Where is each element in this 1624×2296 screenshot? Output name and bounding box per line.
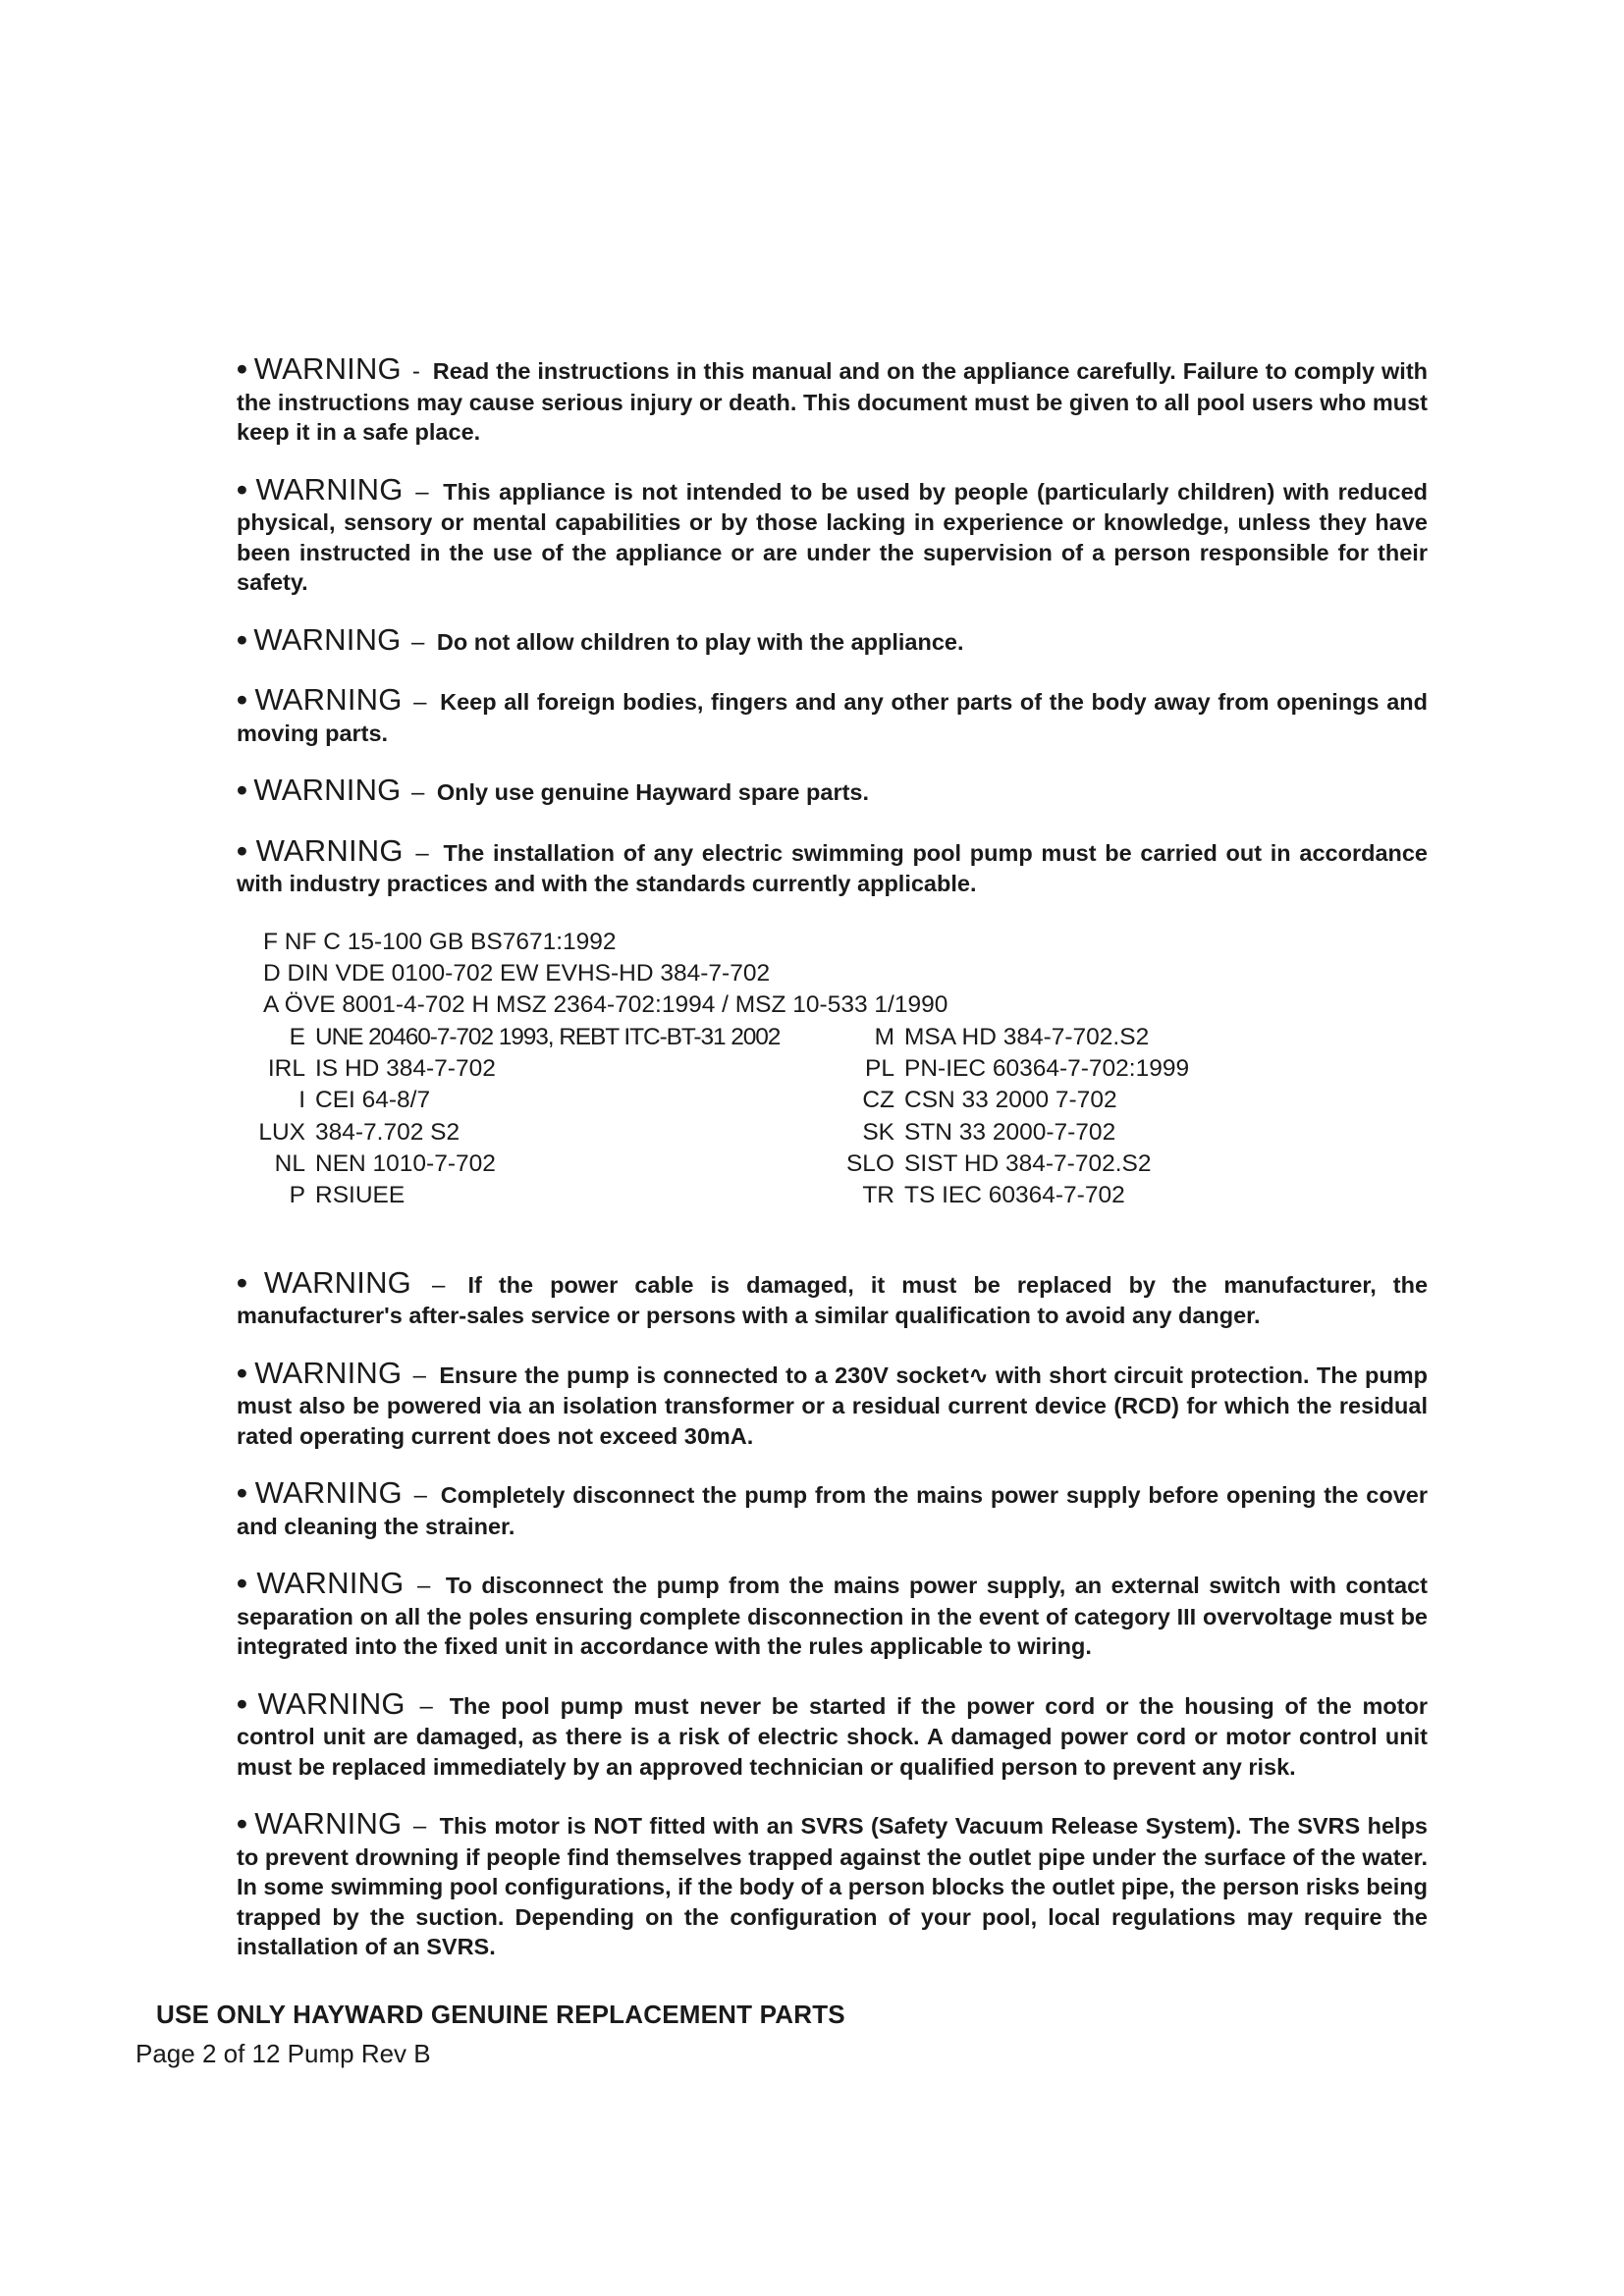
warning-keyword: WARNING <box>263 1264 411 1300</box>
warning-separator: – <box>411 779 425 806</box>
warning-text: To disconnect the pump from the mains power supply, an external switch with contact separation on all the poles ensuring complete disconnection in the event of category III overvoltage must be integrated into the fixed unit in accordance with the rules applicable to wiring. <box>237 1573 1429 1659</box>
standard-code: NEN 1010-7-702 <box>315 1150 496 1178</box>
country-code: I <box>298 1087 305 1114</box>
warning-separator: – <box>415 478 429 506</box>
warning-separator: – <box>412 1813 427 1840</box>
standard-code: RSIUEE <box>315 1182 406 1209</box>
warning-paragraph <box>237 1566 1429 1662</box>
country-code: IRL <box>267 1054 305 1082</box>
page-number: Page 2 of 12 Pump Rev B <box>135 2039 431 2068</box>
standard-row <box>840 1085 1189 1116</box>
standards-list <box>237 927 1428 1241</box>
warning-separator: – <box>416 1573 431 1599</box>
warning-paragraph <box>237 1685 1429 1783</box>
warning-text: Do not allow children to play with the appliance. <box>436 628 964 655</box>
bullet-icon: • <box>237 832 247 868</box>
standards-top-lines <box>263 927 947 1022</box>
warning-separator: - <box>411 358 420 385</box>
warning-keyword: WARNING <box>255 832 404 868</box>
standards-line: D DIN VDE 0100-702 EW EVHS-HD 384-7-702 <box>263 959 771 987</box>
standard-row <box>840 1180 1189 1211</box>
standard-row <box>246 1053 780 1085</box>
bullet-icon: • <box>237 621 247 657</box>
warning-keyword: WARNING <box>255 471 404 507</box>
country-code: SLO <box>845 1150 894 1178</box>
warning-keyword: WARNING <box>254 1806 403 1841</box>
standard-code: CSN 33 2000 7-702 <box>904 1087 1117 1114</box>
warning-keyword: WARNING <box>254 682 403 717</box>
bullet-icon: • <box>237 1264 247 1300</box>
country-code: CZ <box>862 1087 894 1114</box>
warning-paragraph <box>237 1806 1429 1962</box>
bullet-icon: • <box>237 682 247 717</box>
warning-paragraph <box>237 351 1429 448</box>
standard-row <box>246 1117 780 1148</box>
warning-text: Only use genuine Hayward spare parts. <box>436 779 870 805</box>
warning-keyword: WARNING <box>253 773 402 807</box>
standard-code: UNE 20460-7-702 1993, REBT ITC-BT-31 2002 <box>315 1023 781 1050</box>
warning-text: Read the instructions in this manual and on the appliance carefully. Failure to comply with the instructions may cause serious injury or death. This document must be given to all pool users who must keep it in a safe place. <box>237 358 1429 445</box>
warning-paragraph <box>237 1264 1429 1331</box>
warning-paragraph <box>237 471 1429 598</box>
warning-separator: – <box>411 628 425 656</box>
standard-row <box>840 1053 1189 1085</box>
country-code: NL <box>274 1150 305 1178</box>
standard-code: IS HD 384-7-702 <box>315 1054 496 1082</box>
country-code: LUX <box>258 1118 305 1146</box>
country-code: PL <box>865 1054 894 1082</box>
standard-row <box>840 1117 1189 1148</box>
country-code: P <box>289 1182 305 1209</box>
bullet-icon: • <box>237 471 247 507</box>
standard-code: TS IEC 60364-7-702 <box>904 1182 1125 1209</box>
standards-line: F NF C 15-100 GB BS7671:1992 <box>263 928 617 955</box>
standard-code: SIST HD 384-7-702.S2 <box>904 1150 1152 1178</box>
warning-separator: – <box>413 689 427 716</box>
footer-note: USE ONLY HAYWARD GENUINE REPLACEMENT PARTS <box>156 2000 845 2029</box>
country-code: M <box>874 1023 894 1050</box>
bullet-icon: • <box>237 773 247 807</box>
standard-row <box>840 1148 1189 1180</box>
warning-text: This motor is NOT fitted with an SVRS (Safety Vacuum Release System). The SVRS helps to prevent drowning if people find themselves trapped against the outlet pipe under the surface of the water. In some swimming pool configurations, if the body of a person blocks the outlet pipe, the person risks being trapped by the suction. Depending on the configuration of your pool, local regulations may require the installation of an SVRS. <box>237 1813 1429 1959</box>
warning-text: The installation of any electric swimming pool pump must be carried out in accordance with industry practices and with the standards currently applicable. <box>237 839 1429 896</box>
warning-paragraph <box>237 1355 1429 1452</box>
standards-line: A ÖVE 8001-4-702 H MSZ 2364-702:1994 / MSZ 10-533 1/1990 <box>263 991 948 1019</box>
standards-left-column <box>246 1022 780 1212</box>
standard-code: MSA HD 384-7-702.S2 <box>904 1023 1150 1050</box>
warning-paragraph <box>237 621 1428 659</box>
warning-paragraph <box>237 775 1428 809</box>
standard-code: 384-7.702 S2 <box>315 1118 460 1146</box>
warning-keyword: WARNING <box>253 621 402 657</box>
standard-row <box>246 1148 780 1180</box>
standard-code: STN 33 2000-7-702 <box>904 1118 1116 1146</box>
warning-paragraph <box>237 1475 1429 1541</box>
bullet-icon: • <box>237 1566 247 1600</box>
country-code: E <box>289 1023 305 1050</box>
warning-text: Ensure the pump is connected to a 230V socket∿ with short circuit protection. The pump must also be powered via an isolation transformer or a residual current device (RCD) for which the residual rated operating current does not exceed 30mA. <box>237 1362 1429 1449</box>
bullet-icon: • <box>237 1685 247 1721</box>
standard-code: PN-IEC 60364-7-702:1999 <box>904 1054 1190 1082</box>
standard-code: CEI 64-8/7 <box>315 1087 431 1114</box>
warning-paragraph <box>237 682 1428 748</box>
standard-row <box>840 1022 1189 1053</box>
bullet-icon: • <box>237 1355 247 1390</box>
warning-text: Keep all foreign bodies, fingers and any other parts of the body away from openings and moving parts. <box>237 689 1428 746</box>
bullet-icon: • <box>237 1475 247 1510</box>
standard-row <box>246 1022 780 1053</box>
country-code: SK <box>862 1118 894 1146</box>
warning-separator: – <box>413 1482 427 1509</box>
warning-keyword: WARNING <box>254 1475 403 1510</box>
warnings-content <box>237 351 1429 1990</box>
warning-text: Completely disconnect the pump from the mains power supply before opening the cover and cleaning the strainer. <box>237 1482 1429 1539</box>
warning-keyword: WARNING <box>257 1685 406 1721</box>
standards-right-column <box>840 1022 1189 1212</box>
warning-text: This appliance is not intended to be used by people (particularly children) with reduced physical, sensory or mental capabilities or by those lacking in experience or knowledge, unless they have been instructed in the use of the appliance or are under the supervision of a person responsible for their safety. <box>237 478 1429 595</box>
warning-separator: – <box>432 1271 446 1299</box>
warning-separator: – <box>415 839 429 867</box>
warning-keyword: WARNING <box>253 351 402 386</box>
standard-row <box>246 1180 780 1211</box>
country-code: TR <box>862 1182 894 1209</box>
bullet-icon: • <box>237 351 247 386</box>
warning-separator: – <box>419 1692 433 1720</box>
warning-text: If the power cable is damaged, it must be replaced by the manufacturer, the manufacturer's after-sales service or persons with a similar qualification to avoid any danger. <box>237 1271 1429 1328</box>
bullet-icon: • <box>237 1806 247 1841</box>
warning-keyword: WARNING <box>254 1355 403 1390</box>
warning-text: The pool pump must never be started if the power cord or the housing of the motor control unit are damaged, as there is a risk of electric shock. A damaged power cord or motor control unit must be replaced immediately by an approved technician or qualified person to prevent any risk. <box>237 1692 1429 1780</box>
warning-keyword: WARNING <box>256 1566 405 1600</box>
warning-paragraph <box>237 832 1429 899</box>
standard-row <box>246 1085 780 1116</box>
warning-separator: – <box>412 1362 427 1389</box>
